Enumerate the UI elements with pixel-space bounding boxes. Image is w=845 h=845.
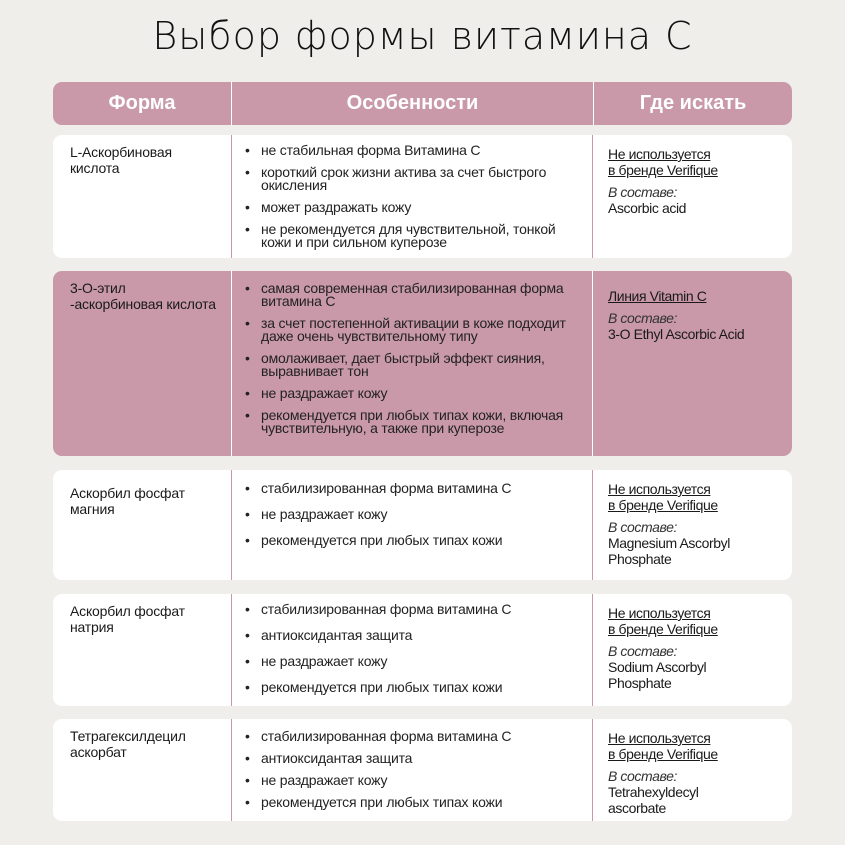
ingredient-name: Magnesium Ascorbyl Phosphate: [608, 535, 730, 567]
where-cell: [608, 481, 788, 567]
list-item: • рекомендуется при любых типах кожи: [245, 534, 585, 547]
where-cell: [608, 730, 788, 816]
list-item: • не раздражает кожу: [245, 508, 585, 521]
features-list: [245, 482, 585, 560]
ingredient-name: Sodium Ascorbyl Phosphate: [608, 659, 707, 691]
column-divider: [592, 271, 593, 456]
table-header: [53, 82, 792, 125]
header-features: Особенности: [231, 82, 594, 125]
column-divider: [231, 135, 232, 258]
list-item: • за счет постепенной активации в коже подходит даже очень чувствительному типу: [245, 317, 585, 343]
table-row-highlighted: [53, 271, 792, 456]
list-item: • стабилизированная форма витамина С: [245, 603, 585, 616]
page-title: Выбор формы витамина С: [152, 14, 693, 58]
features-list: [245, 603, 585, 707]
list-item: • антиоксидантая защита: [245, 629, 585, 642]
list-item: • стабилизированная форма витамина С: [245, 730, 585, 743]
composition-label: В составе:: [608, 643, 677, 659]
ingredient-name: 3-O Ethyl Ascorbic Acid: [608, 326, 745, 342]
brand-note: Линия Vitamin C: [608, 288, 707, 304]
list-item: • не раздражает кожу: [245, 387, 585, 400]
list-item: • не стабильная форма Витамина С: [245, 144, 585, 157]
brand-note: Не используется в бренде Verifique: [608, 730, 718, 762]
list-item: • не раздражает кожу: [245, 774, 585, 787]
features-list: [245, 730, 585, 818]
list-item: • короткий срок жизни актива за счет быстрого окисления: [245, 166, 585, 192]
column-divider: [231, 271, 232, 456]
brand-note: Не используется в бренде Verifique: [608, 481, 718, 513]
brand-note: Не используется в бренде Verifique: [608, 605, 718, 637]
form-name: L-Аскорбиновая кислота: [70, 144, 172, 176]
composition-label: В составе:: [608, 768, 677, 784]
column-divider: [592, 719, 593, 821]
ingredient-name: Ascorbic acid: [608, 200, 687, 216]
list-item: • не рекомендуется для чувствительной, тонкой кожи и при сильном куперозе: [245, 223, 585, 249]
composition-label: В составе:: [608, 184, 677, 200]
table-row: [53, 470, 792, 580]
list-item: • не раздражает кожу: [245, 655, 585, 668]
list-item: • рекомендуется при любых типах кожи, включая чувствительную, а также при куперозе: [245, 409, 585, 435]
list-item: • антиоксидантая защита: [245, 752, 585, 765]
composition-label: В составе:: [608, 310, 677, 326]
table-row: [53, 135, 792, 258]
list-item: • рекомендуется при любых типах кожи: [245, 681, 585, 694]
form-name: Аскорбил фосфат натрия: [70, 603, 185, 635]
form-name: Тетрагексилдецил аскорбат: [70, 728, 186, 760]
column-divider: [231, 719, 232, 821]
where-cell: [608, 288, 788, 342]
list-item: • может раздражать кожу: [245, 201, 585, 214]
form-name: Аскорбил фосфат магния: [70, 485, 185, 517]
features-list: [245, 282, 585, 444]
column-divider: [592, 594, 593, 706]
where-cell: [608, 605, 788, 691]
column-divider: [592, 135, 593, 258]
ingredient-name: Tetrahexyldecyl ascorbate: [608, 784, 699, 816]
column-divider: [592, 470, 593, 580]
column-divider: [231, 594, 232, 706]
header-form: Форма: [108, 92, 176, 114]
features-list: [245, 144, 585, 258]
header-where: Где искать: [639, 92, 747, 114]
list-item: • самая современная стабилизированная форма витамина С: [245, 282, 585, 308]
table-row: [53, 594, 792, 706]
list-item: • омолаживает, дает быстрый эффект сияния, выравнивает тон: [245, 352, 585, 378]
table-row: [53, 719, 792, 821]
list-item: • рекомендуется при любых типах кожи: [245, 796, 585, 809]
composition-label: В составе:: [608, 519, 677, 535]
column-divider: [231, 470, 232, 580]
form-name: 3-О-этил -аскорбиновая кислота: [70, 280, 216, 312]
where-cell: [608, 146, 788, 216]
brand-note: Не используется в бренде Verifique: [608, 146, 718, 178]
list-item: • стабилизированная форма витамина С: [245, 482, 585, 495]
